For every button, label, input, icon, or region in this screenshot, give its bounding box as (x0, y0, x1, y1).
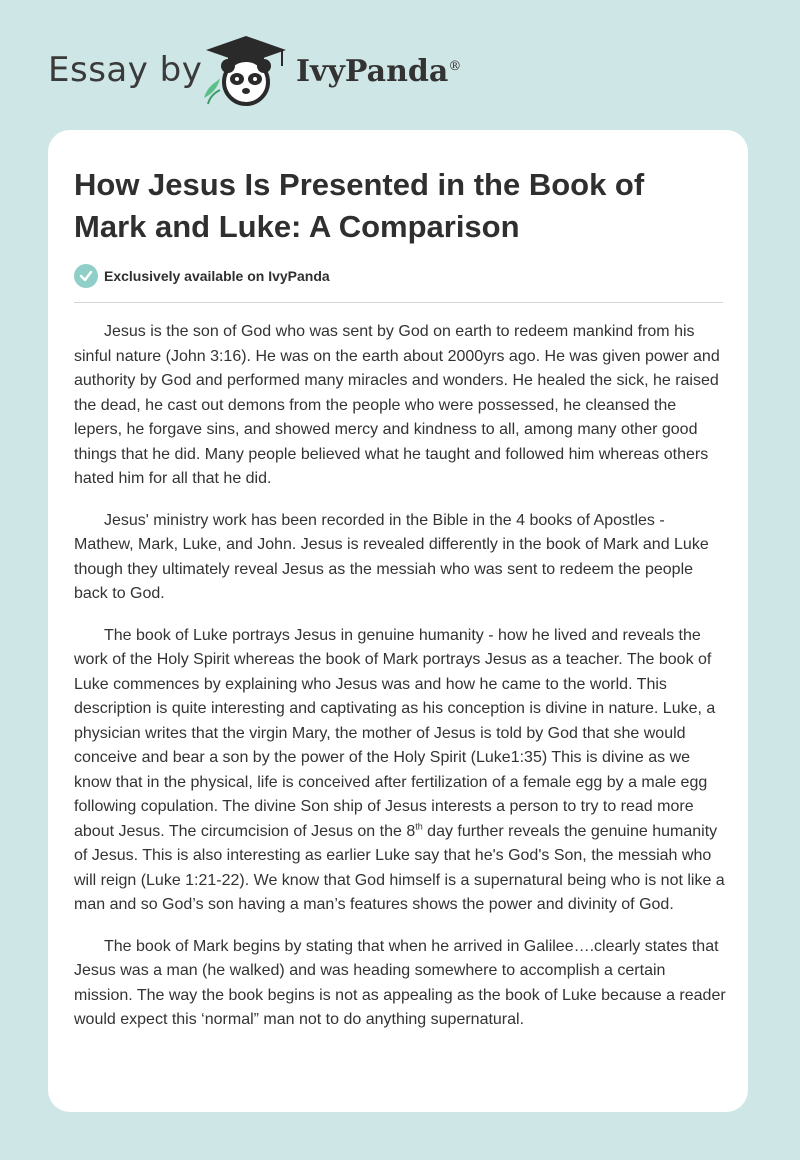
paragraph: Jesus' ministry work has been recorded in the Bible in the 4 books of Apostles - Mathew, Mark, Luke, and John. Jesus is revealed differently in the book of Mark and Luke though they ultimately reveal Jesus as the messiah who was sent to redeem the people back to God. (74, 511, 709, 602)
paragraph: The book of Mark begins by stating that when he arrived in Galilee….clearly states that Jesus was a man (he walked) and was heading somewhere to accomplish a certain mission. The way the book begins is not as appealing as the book of Luke because a reader would expect this ‘normal” man not to do anything supernatural. (74, 937, 726, 1028)
paragraph: Jesus is the son of God who was sent by God on earth to redeem mankind from his sinful nature (John 3:16). He was on the earth about 2000yrs ago. He was given power and authority by God and performed many miracles and wonders. He healed the sick, he raised the dead, he cast out demons from the people who were possessed, he cleansed the lepers, he forgave sins, and showed mercy and kindness to all, among many other good things that he did. Many people believed what he taught and followed him whereas others hated him for all that he did. (74, 323, 720, 487)
brand-prefix: Essay by (48, 50, 203, 90)
paragraph-text: day further reveals the genuine humanity of Jesus. This is also interesting as earlier Luke say that he's God's Son, the messiah who will reign (Luke 1:21-22). We know that God himself is a supernatural being who is not like a man and so God’s son having a man’s features shows the power and divinity of God. (74, 822, 725, 913)
essay-card (48, 130, 748, 1112)
registered-mark: ® (448, 59, 462, 74)
site-header (0, 0, 800, 120)
brand-name[interactable] (296, 54, 461, 89)
exclusive-badge (74, 263, 330, 289)
panda-graduate-logo-icon[interactable] (198, 34, 294, 108)
essay-title: How Jesus Is Presented in the Book of Mark and Luke: A Comparison (74, 167, 645, 244)
ordinal-suffix: th (415, 821, 423, 832)
paragraph-text: The book of Luke portrays Jesus in genuine humanity - how he lived and reveals the work of the Holy Spirit whereas the book of Mark portrays Jesus as a teacher. The book of Luke commences by explaining who Jesus was and how he came to the world. This description is quite interesting and captivating as his conception is divine in nature. Luke, a physician writes that the virgin Mary, the mother of Jesus is told by God that she would conceive and bear a son by the power of the Holy Spirit (Luke1:35) This is divine as we know that in the physical, life is conceived after fertilization of a female egg by a male egg following copulation. The divine Son ship of Jesus interests a person to try to read more about Jesus. The circumcision of Jesus on the 8 (74, 626, 716, 840)
checkmark-icon (74, 264, 98, 288)
divider (74, 302, 723, 303)
essay-body (74, 320, 726, 1050)
badge-label: Exclusively available on IvyPanda (104, 268, 330, 284)
brand-name-text: IvyPanda (296, 54, 449, 89)
paragraph (74, 624, 726, 918)
